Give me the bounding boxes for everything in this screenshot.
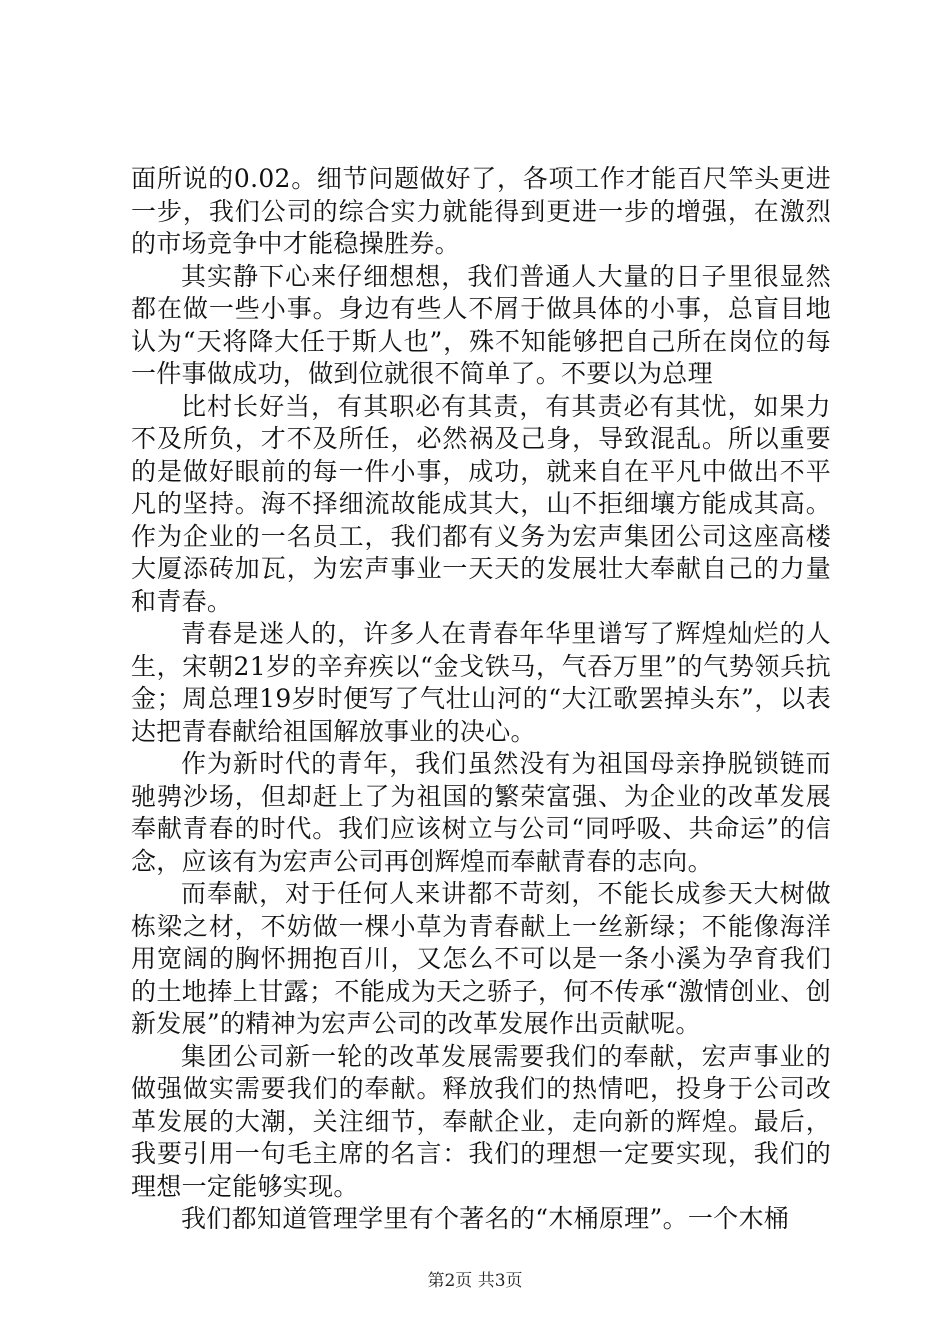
- document-body: [131, 163, 831, 1236]
- paragraph: 而奉献，对于任何人来讲都不苛刻，不能长成参天大树做栋梁之材，不妨做一棵小草为青春献上一丝新绿；不能像海洋用宽阔的胸怀拥抱百川，又怎么不可以是一条小溪为孕育我们的土地捧上甘露；不能成为天之骄子，何不传承“激情创业、创新发展”的精神为宏声公司的改革发展作出贡献呢。: [131, 879, 831, 1038]
- paragraph: 我们都知道管理学里有个著名的“木桶原理”。一个木桶: [181, 1204, 790, 1233]
- paragraph: 比村长好当，有其职必有其责，有其责必有其忧，如果力不及所负，才不及所任，必然祸及己身，导致混乱。所以重要的是做好眼前的每一件小事，成功，就来自在平凡中做出不平凡的坚持。海不择细流故能成其大，山不拒细壤方能成其高。作为企业的一名员工，我们都有义务为宏声集团公司这座高楼大厦添砖加瓦，为宏声事业一天天的发展壮大奉献自己的力量和青春。: [131, 391, 831, 616]
- paragraph-continued: 面所说的0.02。细节问题做好了，各项工作才能百尺竿头更进一步，我们公司的综合实力就能得到更进一步的增强，在激烈的市场竞争中才能稳操胜券。: [131, 164, 831, 258]
- page-footer: 第2页 共3页: [427, 1271, 523, 1291]
- paragraph: 集团公司新一轮的改革发展需要我们的奉献，宏声事业的做强做实需要我们的奉献。释放我们的热情吧，投身于公司改革发展的大潮，关注细节，奉献企业，走向新的辉煌。最后，我要引用一句毛主席的名言：我们的理想一定要实现，我们的理想一定能够实现。: [131, 1041, 831, 1201]
- paragraph: 作为新时代的青年，我们虽然没有为祖国母亲挣脱锁链而驰骋沙场，但却赶上了为祖国的繁荣富强、为企业的改革发展奉献青春的时代。我们应该树立与公司“同呼吸、共命运”的信念，应该有为宏声公司再创辉煌而奉献青春的志向。: [131, 749, 831, 876]
- paragraph: 其实静下心来仔细想想，我们普通人大量的日子里很显然都在做一些小事。身边有些人不屑于做具体的小事，总盲目地认为“天将降大任于斯人也”，殊不知能够把自己所在岗位的每一件事做成功，做到位就很不简单了。不要以为总理: [131, 261, 831, 388]
- paragraph: 青春是迷人的，许多人在青春年华里谱写了辉煌灿烂的人生，宋朝21岁的辛弃疾以“金戈铁马，气吞万里”的气势领兵抗金；周总理19岁时便写了气壮山河的“大江歌罢掉头东”，以表达把青春献给祖国解放事业的决心。: [131, 619, 831, 746]
